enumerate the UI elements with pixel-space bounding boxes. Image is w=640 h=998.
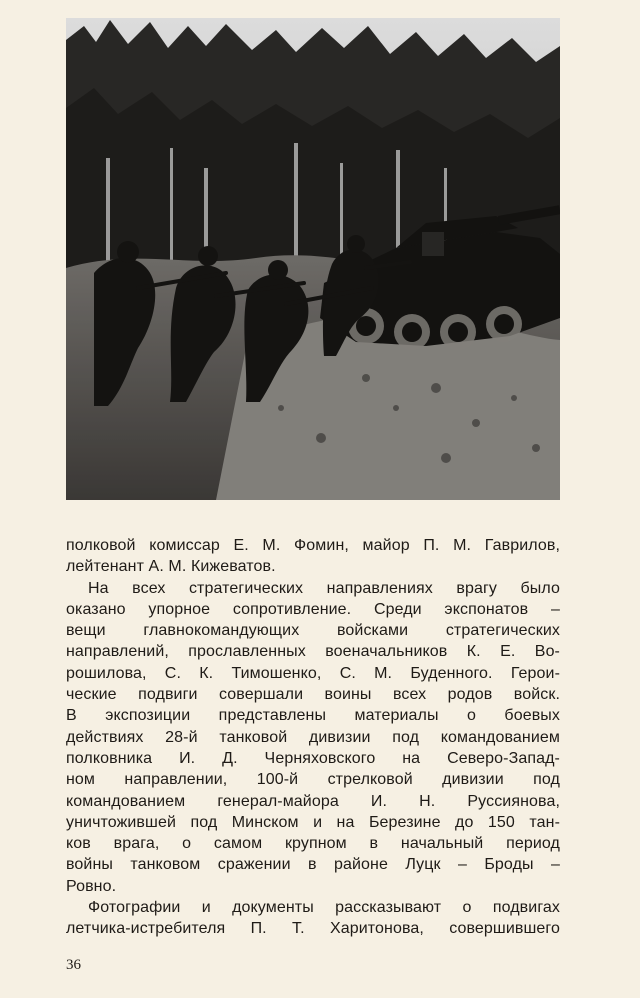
- paragraph-2: [66, 578, 560, 897]
- text-line: ном направлении, 100-й стрелковой дивизии под: [66, 771, 560, 789]
- text-line: ков врага, о самом крупном в начальный период: [66, 835, 560, 853]
- text-line: вещи главнокомандующих войсками стратегических: [66, 622, 560, 640]
- text-line: направлений, прославленных военачальников К. Е. Во-: [66, 643, 560, 661]
- text-line: войны танковом сражении в районе Луцк – Броды –: [66, 856, 560, 874]
- text-line: командованием генерал-майора И. Н. Руссиянова,: [66, 792, 560, 810]
- text-line: полковника И. Д. Черняховского на Северо-Запад-: [66, 749, 560, 767]
- text-line: оказано упорное сопротивление. Среди экспонатов –: [66, 600, 560, 618]
- text-line: В экспозиции представлены материалы о боевых: [66, 707, 560, 725]
- text-line: полковой комиссар Е. М. Фомин, майор П. М. Гаврилов,: [66, 537, 560, 554]
- text-line: уничтожившей под Минском и на Березине до 150 тан-: [66, 813, 560, 831]
- paragraph-1: [66, 535, 560, 578]
- battle-photo: [66, 18, 560, 500]
- body-text: [66, 535, 560, 940]
- text-line: Ровно.: [66, 877, 117, 895]
- page-number: 36: [66, 957, 81, 973]
- text-line: действиях 28-й танковой дивизии под командованием: [66, 728, 560, 746]
- text-line: летчика-истребителя П. Т. Харитонова, совершившего: [66, 920, 560, 938]
- battle-photo-image: [66, 18, 560, 500]
- paragraph-3: [66, 897, 560, 940]
- text-line: лейтенант А. М. Кижеватов.: [66, 558, 276, 576]
- text-line: рошилова, С. К. Тимошенко, С. М. Буденного. Герои-: [66, 664, 560, 682]
- text-line: Фотографии и документы рассказывают о подвигах: [88, 899, 560, 917]
- text-line: ческие подвиги совершали воины всех родов войск.: [66, 686, 560, 704]
- text-line: На всех стратегических направлениях врагу было: [88, 579, 560, 597]
